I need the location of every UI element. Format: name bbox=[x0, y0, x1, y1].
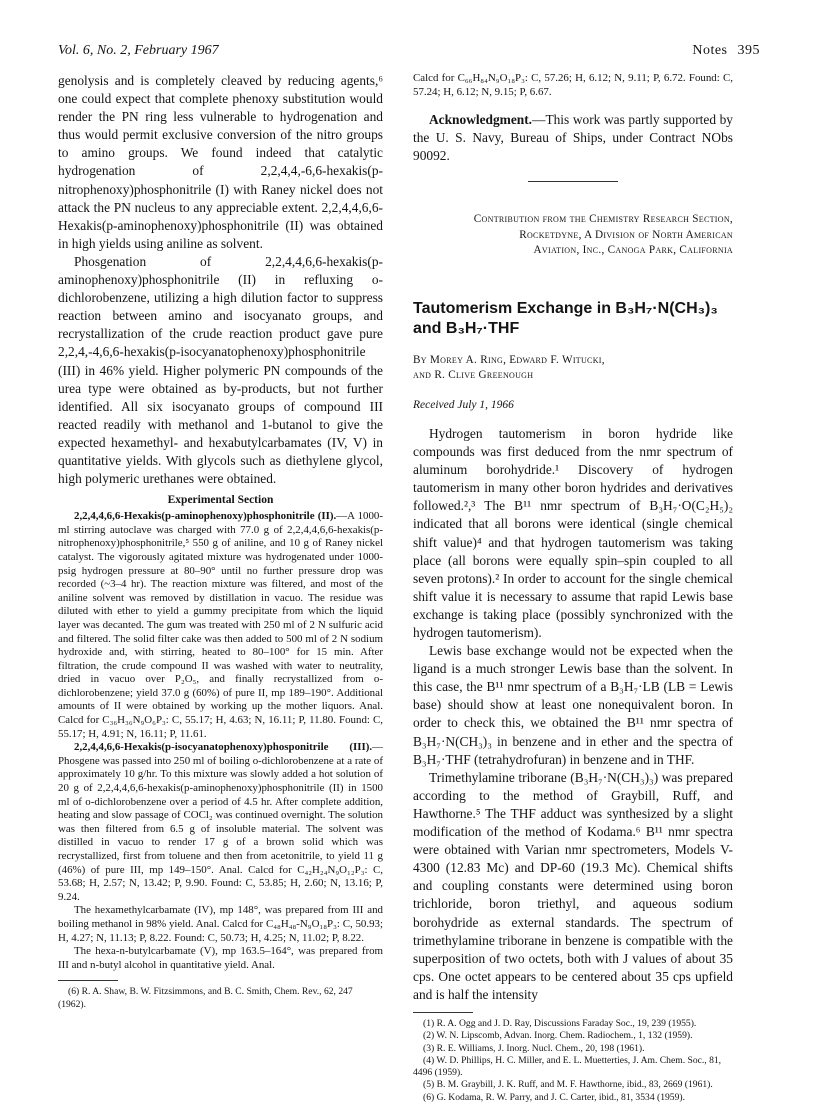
procedure-1-text: —A 1000-ml stirring autoclave was charged with 77.0 g of 2,2,4,4,6,6-hexakis(p-nitrophenoxy)phosphonitrile,⁵ 550 g of aniline, and 10 g of Raney nickel catalyst. The vigorously agitated mixture was hydrogenated under 1000-psig hydrogen pressure at 80–90° until no further pressure drop was recorded (~3–4 hr). The reaction mixture was filtered, and most of the aniline solvent was removed by distillation in vacuo. The residue was diluted with ether to yield a gummy precipitate from which the liquid layer was decanted. The gum was treated with 250 ml of 2 N sulfuric acid and filtered. The solid filter cake was then added to 500 ml of 2 N sodium hydroxide and, with stirring, heated to 80–100° for 15 min. After filtration, the crude compound II was washed with water to neutrality, dried in vacuo over P₂O₅, and finally recrystallized from o-dichlorobenzene; yield 37.0 g (60%) of pure II, mp 189–190°. Additional amounts of II were obtained by working up the mother liquors. Anal. Calcd for C₃₆H₃₆N₉O₆P₃: C, 55.17; H, 4.63; N, 16.11; P, 11.80. Found: C, 55.17; H, 4.91; N, 16.11; P, 11.61. bbox=[58, 510, 383, 740]
analysis-continuation: Calcd for C₆₆H₈₄N₉O₁₈P₃: C, 57.26; H, 6.12; N, 9.11; P, 6.72. Found: C, 57.24; H, 6.12; N, 9.15; P, 6.67. bbox=[413, 72, 733, 98]
affiliation-block bbox=[413, 212, 733, 259]
experimental-procedure-2 bbox=[58, 741, 383, 904]
intro-paragraph-2: Phosgenation of 2,2,4,4,6,6-hexakis(p-aminophenoxy)phosphonitrile (II) in refluxing o-dichlorobenzene, utilizing a high dilution factor to suppress reaction between amino and isocyanato groups, and recrystallization of the crude reaction product gave pure 2,2,4,-4,6,6-hexakis(p-isocyanatophenoxy)phosphonitrile (III) in 46% yield. Higher polymeric PN compounds of the urea type were obtained as by-products, but not further identified. All six isocyanato groups of compound III reacted readily with methanol and 1-butanol to give the expected hexamethyl- and hexabutylcarbamates (IV, V) in quantitative yields. With glycols such as diethylene glycol, high polymeric urethanes were obtained. bbox=[58, 253, 383, 487]
article-separator bbox=[528, 181, 618, 182]
footnote-list bbox=[413, 1018, 733, 1104]
article-paragraph-2: Lewis base exchange would not be expected when the ligand is a much stronger Lewis base than the solvent. In this case, the B¹¹ nmr spectrum of a B₃H₇·LB (LB = Lewis base) should show at least one nonequivalent boron. In order to check this, we obtained the B¹¹ nmr spectra of B₃H₇·N(CH₃)₃ in benzene and in ether and the spectra of B₃H₇·THF (tetrahydrofuran) in benzene and in THF. bbox=[413, 643, 733, 767]
acknowledgment-text: —This work was partly supported by the U. S. Navy, Bureau of Ships, under Contract NObs 90092. bbox=[413, 112, 733, 164]
section-and-page bbox=[692, 43, 760, 59]
affiliation-line-2: Rocketdyne, A Division of North American bbox=[519, 228, 733, 241]
affiliation-line-1: Contribution from the Chemistry Research Section, bbox=[473, 213, 733, 226]
affiliation-line-3: Aviation, Inc., Canoga Park, California bbox=[533, 244, 733, 257]
article-title bbox=[413, 299, 733, 339]
footnote-5: (5) B. M. Graybill, J. K. Ruff, and M. F. Hawthorne, ibid., 83, 2669 (1961). bbox=[423, 1079, 713, 1091]
title-line-2: and B₃H₇·THF bbox=[413, 319, 520, 337]
procedure-2-title: 2,2,4,4,6,6-Hexakis(p-isocyanatophenoxy)phosponitrile (III). bbox=[74, 741, 373, 754]
experimental-procedure-3: The hexamethylcarbamate (IV), mp 148°, was prepared from III and boiling methanol in 98% yield. Anal. Calcd for C₄₈H₄₈-N₉O₁₈P₃: C, 50.93; H, 4.27; N, 11.13; P, 8.22. Found: C, 50.73; H, 4.25; N, 11.02; P, 8.22. bbox=[58, 904, 383, 944]
author-byline bbox=[413, 353, 733, 384]
experimental-procedure-1 bbox=[58, 510, 383, 741]
experimental-procedure-4: The hexa-n-butylcarbamate (V), mp 163.5–164°, was prepared from III and n-butyl alcohol in quantitative yield. Anal. bbox=[58, 945, 383, 971]
footnote-1: (1) R. A. Ogg and J. D. Ray, Discussions Faraday Soc., 19, 239 (1955). bbox=[423, 1017, 697, 1029]
footnote-6: (6) G. Kodama, R. W. Parry, and J. C. Carter, ibid., 81, 3534 (1959). bbox=[423, 1091, 685, 1103]
footnote-2: (2) W. N. Lipscomb, Advan. Inorg. Chem. Radiochem., 1, 132 (1959). bbox=[423, 1030, 693, 1042]
page-number: 395 bbox=[737, 43, 760, 58]
byline-line-2: and R. Clive Greenough bbox=[413, 369, 534, 382]
title-line-1: Tautomerism Exchange in B₃H₇·N(CH₃)₃ bbox=[413, 299, 718, 317]
experimental-heading: Experimental Section bbox=[167, 494, 274, 507]
footnote-6-left: (6) R. A. Shaw, B. W. Fitzsimmons, and B. C. Smith, Chem. Rev., 62, 247 (1962). bbox=[58, 986, 353, 1010]
byline-line-1: By Morey A. Ring, Edward F. Witucki, bbox=[413, 353, 605, 366]
left-column bbox=[58, 72, 383, 1011]
section-label: Notes bbox=[692, 43, 728, 58]
received-date: Received July 1, 1966 bbox=[413, 398, 514, 411]
running-head bbox=[58, 43, 760, 61]
procedure-2-text: —Phosgene was passed into 250 ml of boiling o-dichlorobenzene at a rate of approximately 10 g/hr. To this mixture was slowly added a hot solution of 20 g of 2,2,4,4,6,6-hexakis(p-aminophenoxy)phosphonitrile (II) in 1500 ml of o-dichlorobenzene over a period of 4.5 hr. After complete addition, heating and slow passage of COCl₂ was continued overnight. The solution was then filtered from 6.5 g of insoluble material. The solvent was distilled in vacuo to render 17 g of a brown solid which was recrystallized, first from toluene and then from acetonitrile, to yield 11 g (46%) of pure III, mp 149–150°. Anal. Calcd for C₄₂H₂₄N₉O₁₂P₃: C, 53.68; H, 2.57; N, 13.42; P, 9.90. Found: C, 53.85; H, 2.60; N, 13.16; P, 9.24. bbox=[58, 741, 383, 903]
intro-paragraph-1: genolysis and is completely cleaved by reducing agents,⁶ one could expect that complete phenoxy substitution would render the PN ring less vulnerable to hydrogenation and thus would permit exclusive conversion of the nitro groups to amino groups. We found indeed that catalytic hydrogenation of 2,2,4,4,-6,6-hexakis(p-nitrophenoxy)phosphonitrile (I) with Raney nickel does not attack the PN nucleus to any appreciable extent. 2,2,4,4,6,6-Hexakis(p-aminophenoxy)phosphonitrile (II) was obtained in high yields using aniline as solvent. bbox=[58, 73, 383, 251]
right-column bbox=[413, 72, 733, 1104]
article-paragraph-1: Hydrogen tautomerism in boron hydride like compounds was first deduced from the nmr spectrum of aluminum borohydride.¹ Discovery of hydrogen tautomerism in many other boron hydrides and derivatives followed.²,³ The B¹¹ nmr spectrum of B₃H₇·O(C₂H₅)₂ indicated that all borons were identical (single chemical shift value)⁴ and that hydrogen tautomerism was taking place (all borons were equally spin–spin coupled to all seven protons).² In order to account for the single chemical shift value it is necessary to assume that rapid Lewis base exchange is taking place (possibly synchronized with the hydrogen tautomerism). bbox=[413, 425, 733, 640]
footnote-3: (3) R. E. Williams, J. Inorg. Nucl. Chem., 20, 198 (1961). bbox=[423, 1042, 645, 1054]
acknowledgment-heading: Acknowledgment. bbox=[429, 112, 533, 128]
footnote-4: (4) W. D. Phillips, H. C. Miller, and E. L. Muetterties, J. Am. Chem. Soc., 81, 4496 (1959). bbox=[413, 1054, 722, 1079]
procedure-1-title: 2,2,4,4,6,6-Hexakis(p-aminophenoxy)phosphonitrile (II). bbox=[74, 510, 337, 523]
footnote-divider bbox=[58, 980, 118, 981]
journal-volume-info: Vol. 6, No. 2, February 1967 bbox=[58, 43, 219, 58]
footnote-divider-right bbox=[413, 1012, 473, 1013]
article-paragraph-3: Trimethylamine triborane (B₃H₇·N(CH₃)₃) was prepared according to the method of Graybill, Ruff, and Hawthorne.⁵ The THF adduct was synthesized by a slight modification of the method of Kodama.⁶ B¹¹ nmr spectra were obtained with Varian nmr spectrometers, Models V-4300 (12.83 Mc) and DP-60 (19.3 Mc). Chemical shifts and coupling constants were determined using boron trichloride, boron triethyl, and aqueous sodium borohydride as external standards. The spectrum of trimethylamine triborane in benzene is compatible with the superposition of two octets, both with J values of about 35 cps. One octet appears to be centered about 35 cps upfield and is half the intensity bbox=[413, 769, 733, 1002]
acknowledgment bbox=[413, 111, 733, 165]
